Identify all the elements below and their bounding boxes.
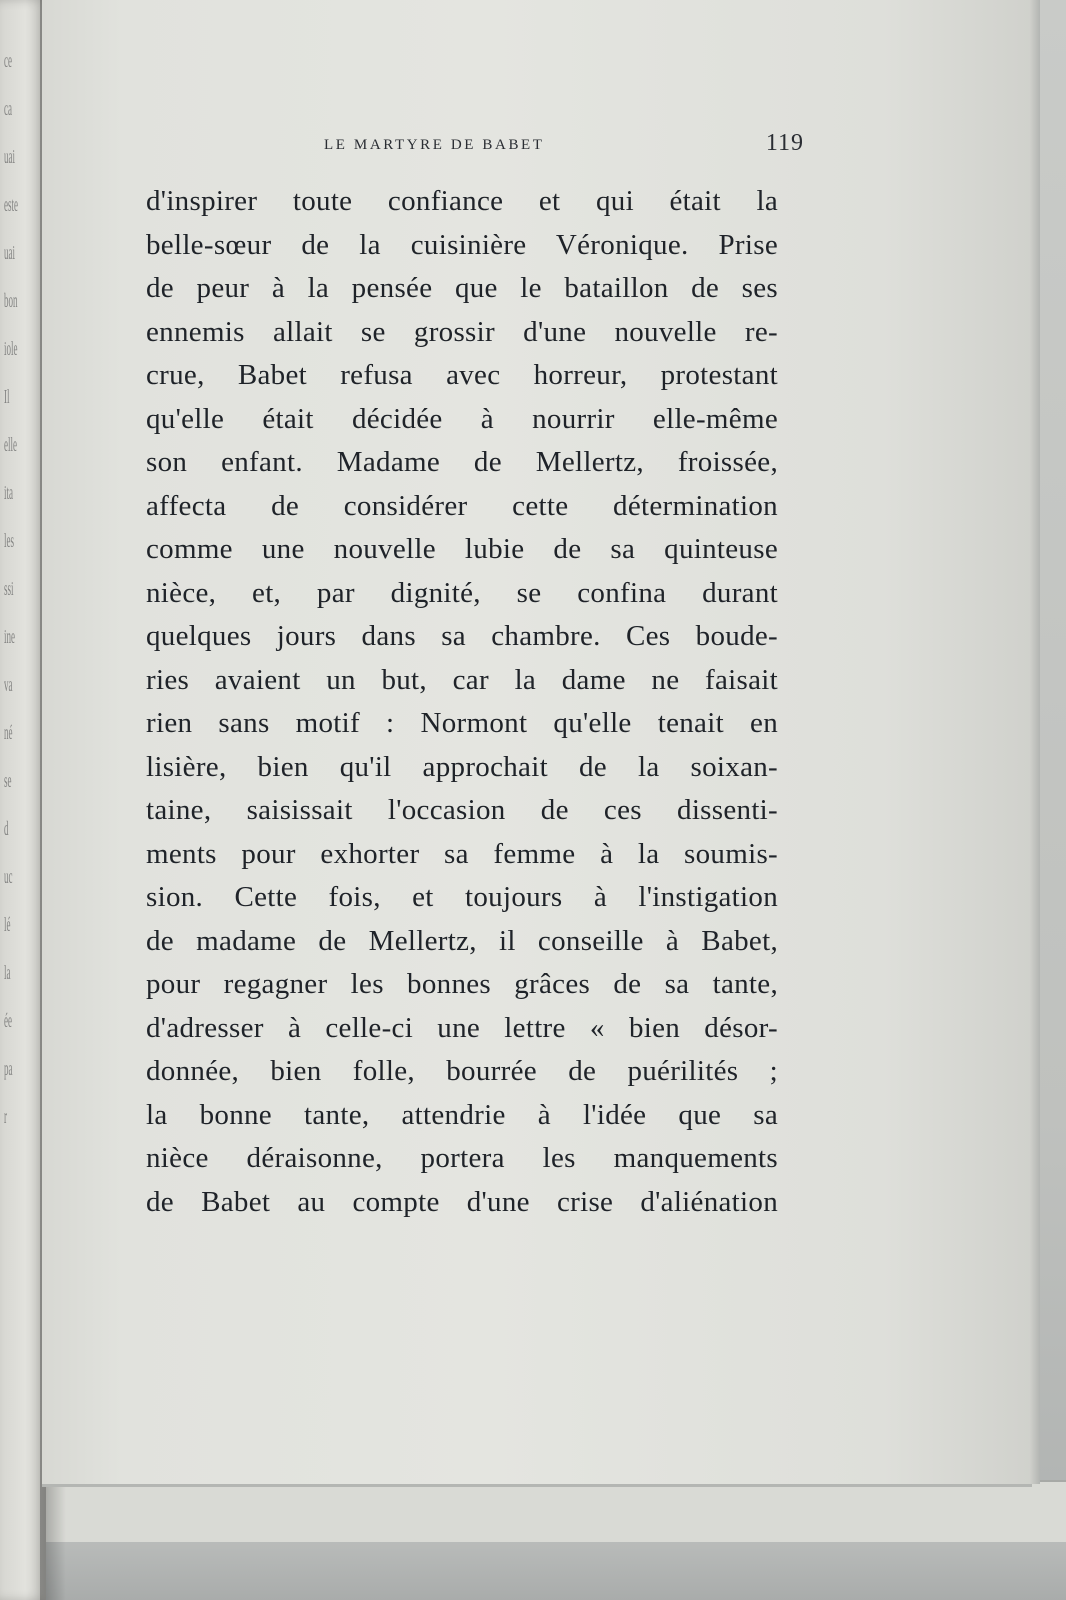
text-line: son enfant. Madame de Mellertz, froissée, <box>146 446 778 478</box>
text-line: d'adresser à celle-ci une lettre « bien désor- <box>146 1011 778 1044</box>
left-page-text-fragment: ita <box>4 482 13 504</box>
text-line: de peur à la pensée que le bataillon de ses <box>146 272 778 304</box>
text-line: donnée, bien folle, bourrée de puérilités ; <box>146 1055 778 1087</box>
running-head: LE MARTYRE DE BABET <box>324 137 545 153</box>
left-page-text-fragment: ine <box>4 626 15 648</box>
text-line: nièce, et, par dignité, se confina durant <box>146 576 778 609</box>
left-page-text-fragment: pa <box>4 1058 13 1080</box>
text-line: quelques jours dans sa chambre. Ces boude- <box>146 620 778 652</box>
text-line: ries avaient un but, car la dame ne faisait <box>146 663 778 696</box>
text-line: nièce déraisonne, portera les manquements <box>146 1142 778 1174</box>
left-page-text-fragment: elle <box>4 434 17 456</box>
left-page-text-fragment: uai <box>4 242 15 264</box>
text-line: la bonne tante, attendrie à l'idée que sa <box>146 1098 778 1131</box>
text-line: sion. Cette fois, et toujours à l'instigation <box>146 881 778 913</box>
page-number: 119 <box>765 130 804 156</box>
text-line: affecta de considérer cette détermination <box>146 489 778 522</box>
left-page-text-fragment: este <box>4 194 18 216</box>
left-page-text-fragment: ée <box>4 1010 12 1032</box>
left-page-text-fragment: va <box>4 674 13 696</box>
text-line: taine, saisissait l'occasion de ces dissenti- <box>146 794 778 826</box>
body-text <box>146 180 778 1224</box>
text-line: crue, Babet refusa avec horreur, protestant <box>146 359 778 391</box>
text-line: rien sans motif : Normont qu'elle tenait en <box>146 707 778 739</box>
left-page-text-fragment: se <box>4 770 12 792</box>
text-line: qu'elle était décidée à nourrir elle-même <box>146 402 778 435</box>
text-line: ments pour exhorter sa femme à la soumis- <box>146 837 778 870</box>
text-line: pour regagner les bonnes grâces de sa tante, <box>146 968 778 1000</box>
text-line: de madame de Mellertz, il conseille à Babet, <box>146 924 778 957</box>
left-page-text-fragment: bon <box>4 290 18 312</box>
text-line: lisière, bien qu'il approchait de la soixan- <box>146 750 778 783</box>
left-page-text-fragment: r <box>4 1106 8 1128</box>
text-line: comme une nouvelle lubie de sa quinteuse <box>146 533 778 565</box>
left-page-text-fragment: les <box>4 530 14 552</box>
book-page <box>42 0 1032 1487</box>
left-page-text-fragment: né <box>4 722 13 744</box>
left-page-text-fragment: uc <box>4 866 13 888</box>
left-page-text-fragment: uai <box>4 146 15 168</box>
lower-page-edge <box>20 1480 1066 1542</box>
text-line: de Babet au compte d'une crise d'aliénation <box>146 1185 778 1218</box>
left-page-text-fragment: ca <box>4 98 12 120</box>
left-page-text-fragment: d <box>4 818 9 840</box>
left-page-text-fragment: Il <box>4 386 10 408</box>
left-page-text-fragment: ssi <box>4 578 14 600</box>
left-page-text-fragment: lé <box>4 914 11 936</box>
text-line: ennemis allait se grossir d'une nouvelle re- <box>146 315 778 348</box>
left-page-text-fragment: ce <box>4 50 12 72</box>
page-header <box>324 130 804 160</box>
left-page-text-fragment: la <box>4 962 11 984</box>
text-line: d'inspirer toute confiance et qui était la <box>146 185 778 217</box>
left-page-text-fragment: iole <box>4 338 18 360</box>
text-line: belle-sœur de la cuisinière Véronique. Prise <box>146 228 778 261</box>
